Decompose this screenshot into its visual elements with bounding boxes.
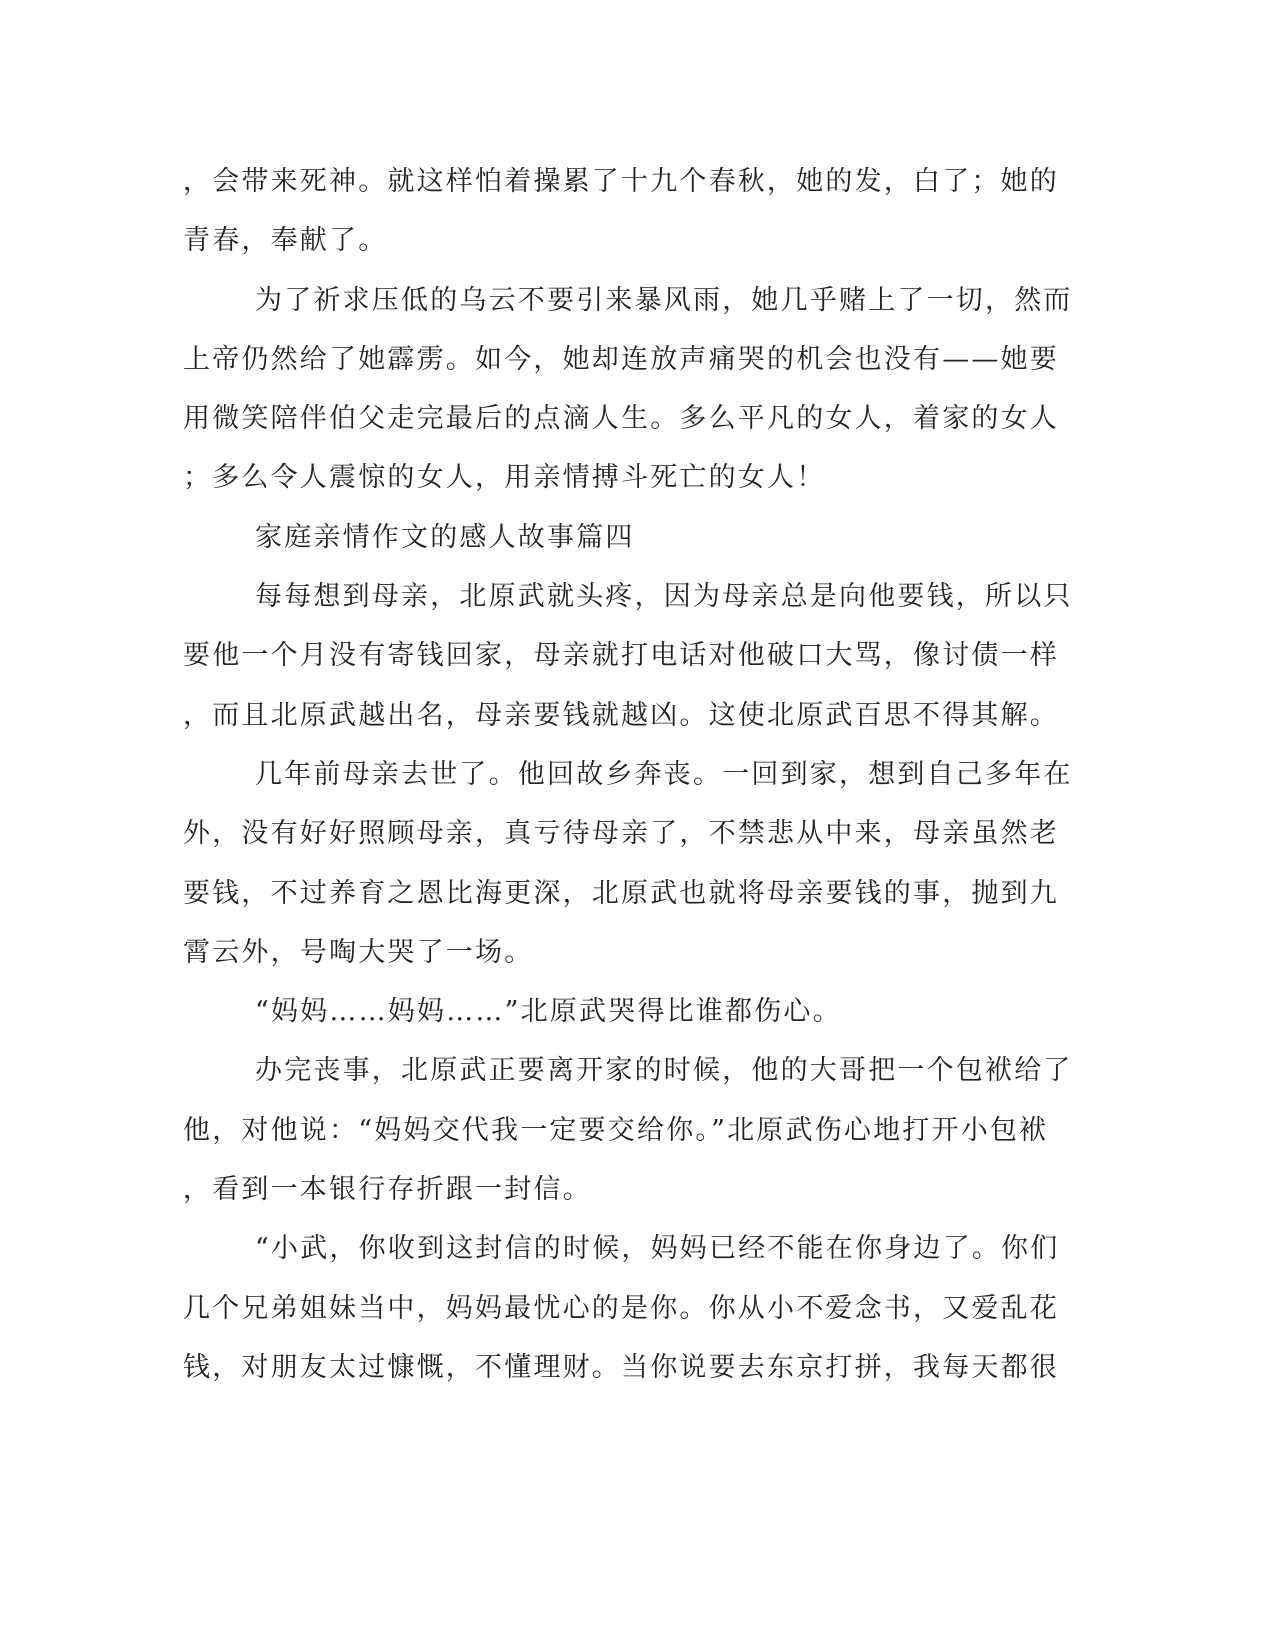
section-heading: 家庭亲情作文的感人故事篇四 bbox=[255, 521, 635, 553]
text-line: 办完丧事，北原武正要离开家的时候，他的大哥把一个包袱给了 bbox=[255, 1055, 1073, 1087]
text-line: 为了祈求压低的乌云不要引来暴风雨，她几乎赌上了一切，然而 bbox=[255, 284, 1073, 316]
text-line: 几年前母亲去世了。他回故乡奔丧。一回到家，想到自己多年在 bbox=[255, 758, 1073, 790]
text-line: “妈妈……妈妈……”北原武哭得比谁都伤心。 bbox=[255, 996, 842, 1028]
text-line: ，会带来死神。就这样怕着操累了十九个春秋，她的发，白了；她的 bbox=[183, 166, 1059, 197]
text-line: 他，对他说：“妈妈交代我一定要交给你。”北原武伤心地打开小包袱 bbox=[183, 1114, 1049, 1146]
document-body bbox=[183, 152, 1073, 1397]
text-line: 外，没有好好照顾母亲，真亏待母亲了，不禁悲从中来，母亲虽然老 bbox=[183, 818, 1059, 850]
text-line: 每每想到母亲，北原武就头疼，因为母亲总是向他要钱，所以只 bbox=[255, 581, 1073, 613]
text-line: ，而且北原武越出名，母亲要钱就越凶。这使北原武百思不得其解。 bbox=[183, 699, 1059, 731]
text-line: 青春，奉献了。 bbox=[183, 225, 388, 257]
text-line: 钱，对朋友太过慷慨，不懂理财。当你说要去东京打拼，我每天都很 bbox=[183, 1351, 1059, 1383]
text-line: 上帝仍然给了她霹雳。如今，她却连放声痛哭的机会也没有——她要 bbox=[183, 343, 1059, 375]
text-line: ，看到一本银行存折跟一封信。 bbox=[183, 1174, 592, 1206]
text-line: ；多么令人震惊的女人，用亲情搏斗死亡的女人！ bbox=[183, 462, 826, 494]
text-line: 要他一个月没有寄钱回家，母亲就打电话对他破口大骂，像讨债一样 bbox=[183, 640, 1059, 672]
text-line: 用微笑陪伴伯父走完最后的点滴人生。多么平凡的女人，着家的女人 bbox=[183, 403, 1059, 435]
text-line: 几个兄弟姐妹当中，妈妈最忧心的是你。你从小不爱念书，又爱乱花 bbox=[183, 1292, 1059, 1324]
text-line: “小武，你收到这封信的时候，妈妈已经不能在你身边了。你们 bbox=[255, 1233, 1060, 1265]
text-line: 要钱，不过养育之恩比海更深，北原武也就将母亲要钱的事，抛到九 bbox=[183, 877, 1059, 909]
text-line: 霄云外，号啕大哭了一场。 bbox=[183, 936, 534, 968]
